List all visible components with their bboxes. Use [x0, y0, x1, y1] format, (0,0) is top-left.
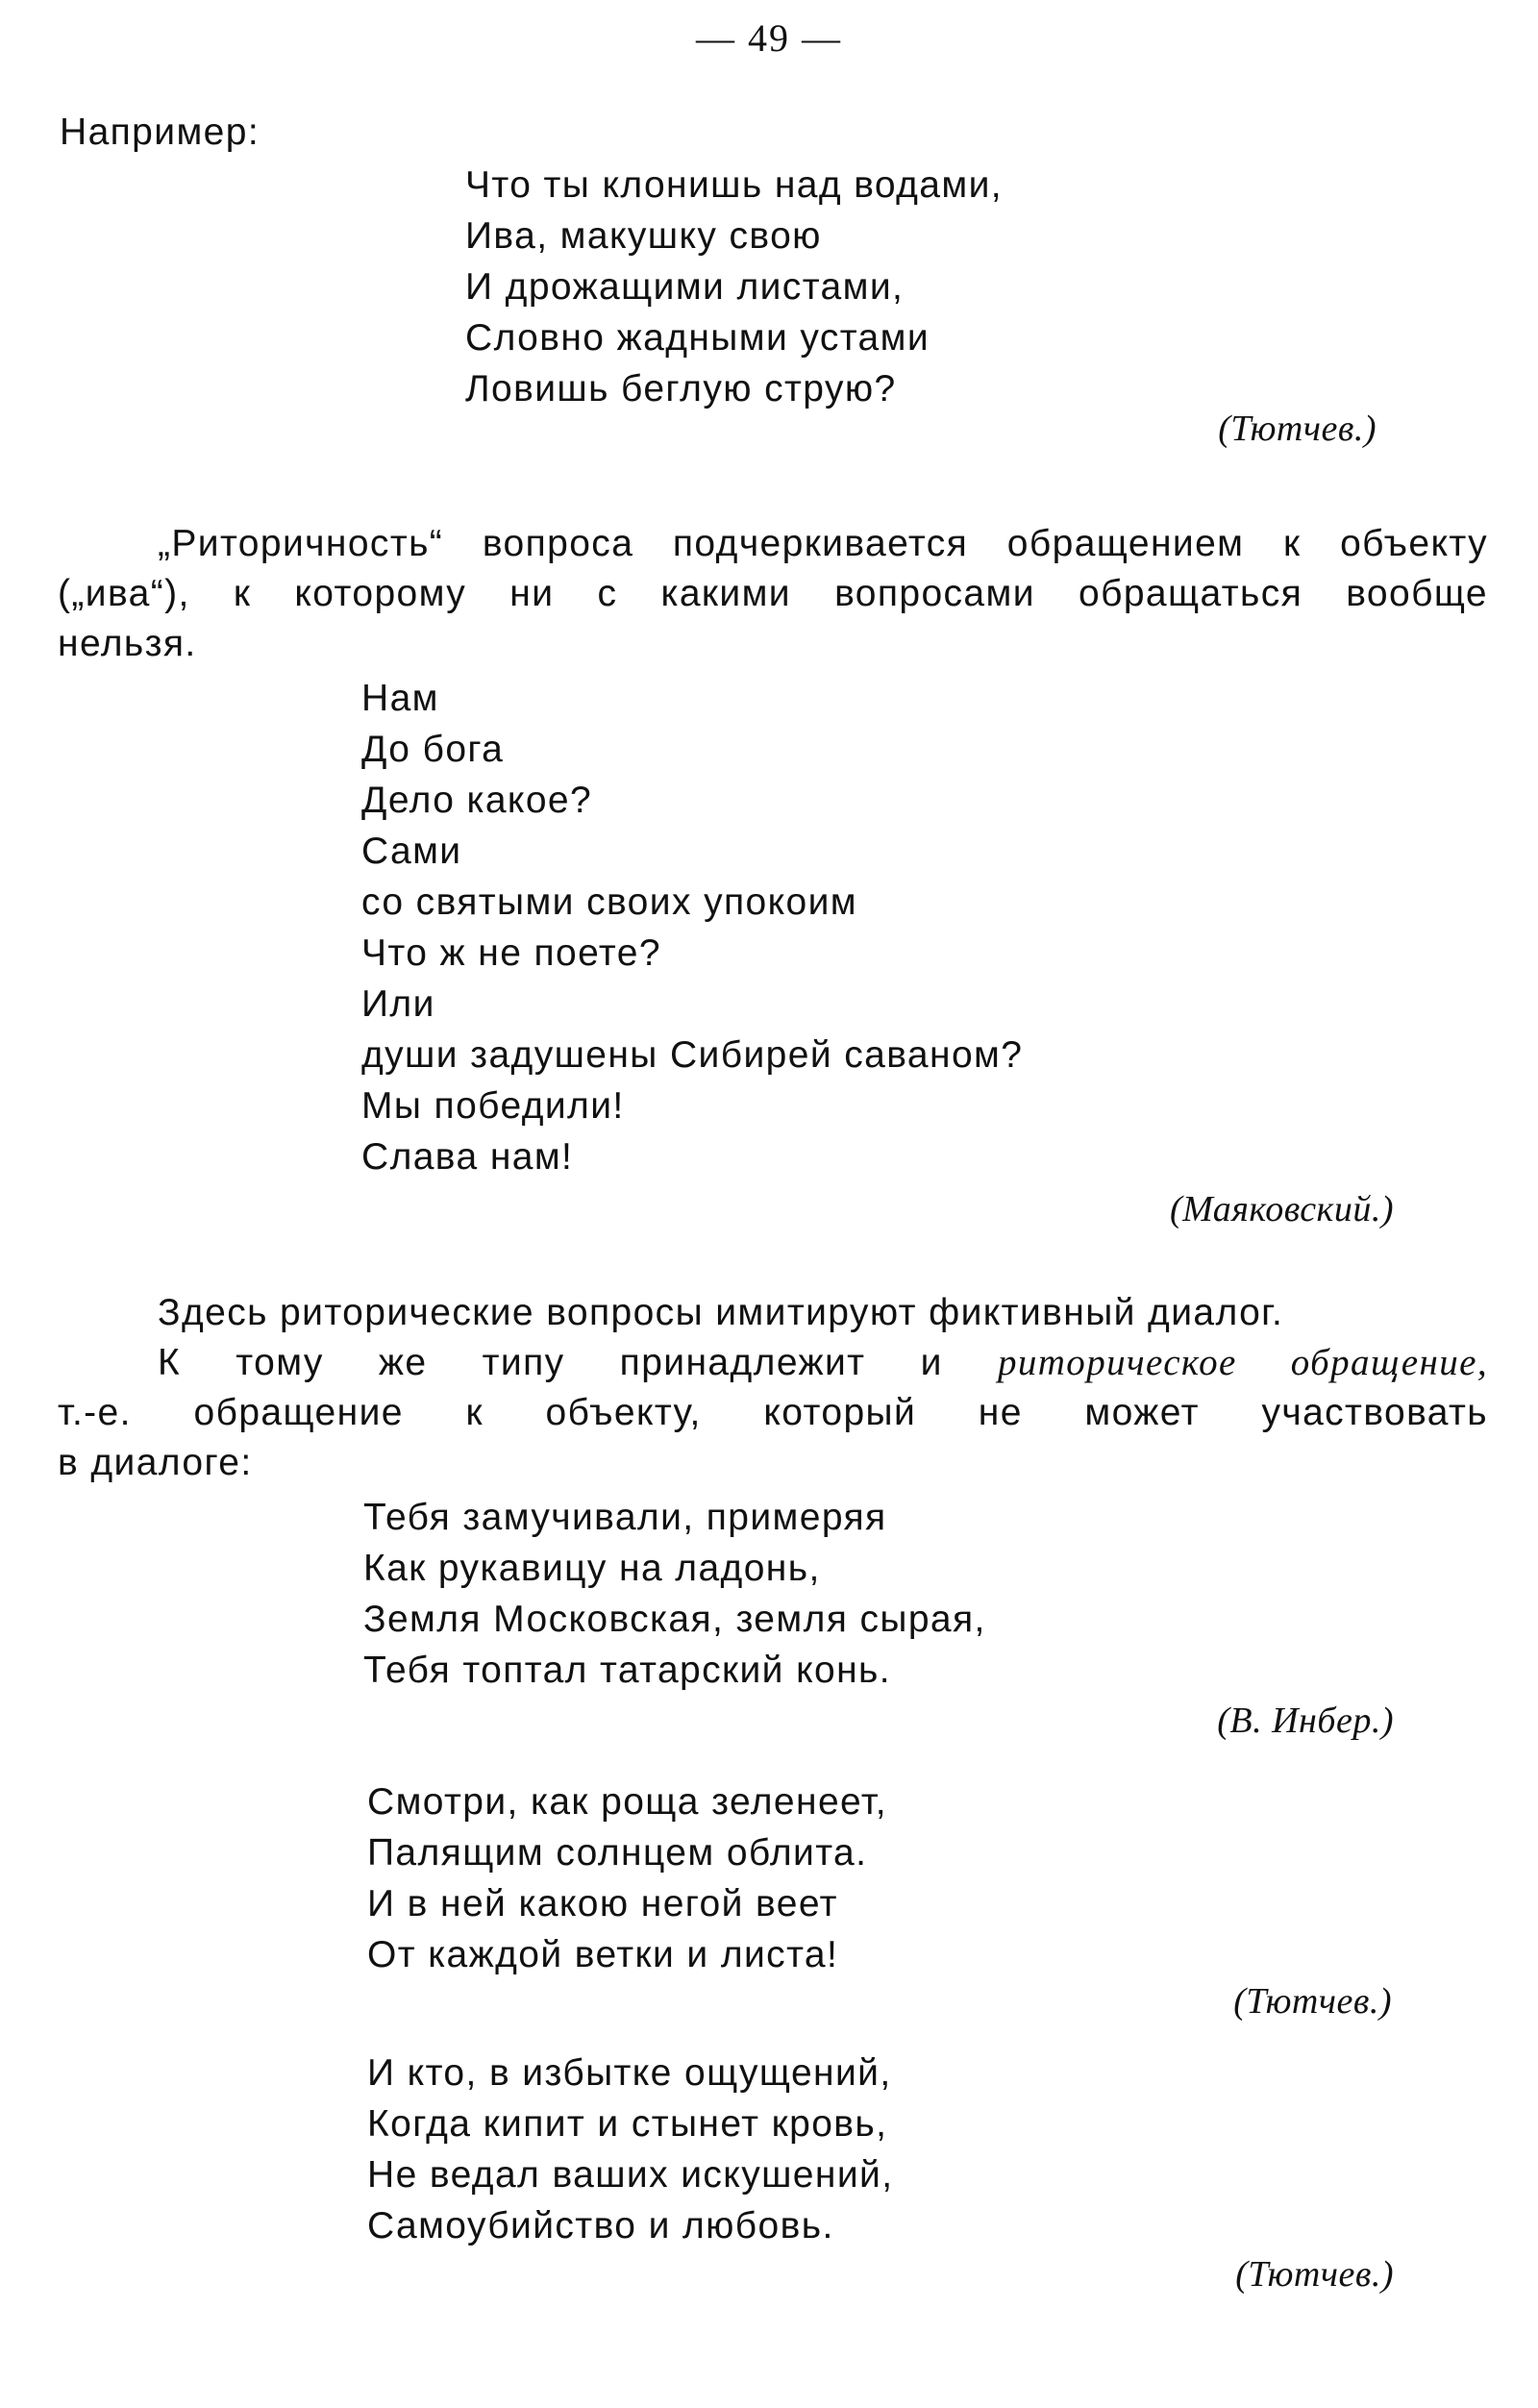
verse-line: со святыми своих упокоим: [361, 881, 857, 923]
verse-line: Смотри, как роща зеленеет,: [367, 1781, 888, 1823]
paragraph-text: К тому же типу принадлежит и: [158, 1342, 943, 1383]
attribution: (Тютчев.): [1218, 409, 1377, 449]
verse-line: Что ты клонишь над водами,: [465, 164, 1004, 206]
verse-tyutchev-temptation: [367, 2048, 893, 2251]
verse-line: Когда кипит и стынет кровь,: [367, 2103, 888, 2145]
paragraph-rhetoric-address: [58, 1288, 1488, 1488]
verse-line: До бога: [361, 729, 505, 770]
paragraph-line: „Риторичность“ вопроса подчеркивается обращением к объекту: [158, 523, 1488, 564]
verse-line: Самоубийство и любовь.: [367, 2205, 834, 2247]
verse-line: Дело какое?: [361, 780, 593, 821]
paragraph-line: в диалоге:: [58, 1442, 253, 1483]
paragraph-line: Здесь риторические вопросы имитируют фиктивный диалог.: [158, 1292, 1284, 1333]
verse-line: Как рукавицу на ладонь,: [363, 1548, 821, 1589]
verse-tyutchev-willow: [465, 160, 1003, 414]
verse-line: Мы победили!: [361, 1085, 625, 1127]
verse-line: Словно жадными устами: [465, 317, 930, 359]
paragraph-line: т.-е. обращение к объекту, который не может участвовать: [58, 1392, 1488, 1433]
verse-line: И дрожащими листами,: [465, 266, 905, 308]
verse-line: И кто, в избытке ощущений,: [367, 2052, 892, 2094]
verse-line: От каждой ветки и листа!: [367, 1934, 839, 1975]
paragraph-line: [58, 1338, 1488, 1388]
paragraph-rhetoric-question: [58, 519, 1488, 669]
verse-line: Палящим солнцем облита.: [367, 1832, 868, 1874]
verse-line: Тебя замучивали, примеряя: [363, 1497, 887, 1538]
attribution: (Тютчев.): [1235, 2254, 1394, 2295]
page-number: — 49 —: [696, 16, 842, 60]
verse-line: Нам: [361, 678, 439, 719]
verse-line: Тебя топтал татарский конь.: [363, 1650, 891, 1691]
paragraph-line: („ива“), к которому ни с какими вопросами обращаться вообще: [58, 573, 1488, 614]
intro-text: Например:: [60, 112, 260, 153]
attribution: (В. Инбер.): [1217, 1700, 1394, 1741]
paragraph-line: нельзя.: [58, 623, 197, 664]
verse-line: Не ведал ваших искушений,: [367, 2154, 894, 2196]
attribution: (Тютчев.): [1233, 1981, 1392, 2022]
attribution: (Маяковский.): [1169, 1189, 1394, 1229]
verse-line: Что ж не поете?: [361, 932, 661, 974]
verse-line: души задушены Сибирей саваном?: [361, 1034, 1024, 1076]
verse-line: Сами: [361, 831, 462, 872]
verse-line: Слава нам!: [361, 1136, 574, 1178]
verse-line: И в ней какою негой веет: [367, 1883, 838, 1924]
verse-mayakovsky: [361, 673, 1023, 1182]
verse-line: Ива, макушку свою: [465, 215, 822, 257]
verse-line: Или: [361, 983, 435, 1025]
verse-inber: [363, 1492, 986, 1696]
verse-line: Ловишь беглую струю?: [465, 368, 897, 410]
verse-tyutchev-grove: [367, 1776, 887, 1980]
verse-line: Земля Московская, земля сырая,: [363, 1599, 986, 1640]
emphasized-term: риторическое обращение,: [997, 1342, 1488, 1383]
